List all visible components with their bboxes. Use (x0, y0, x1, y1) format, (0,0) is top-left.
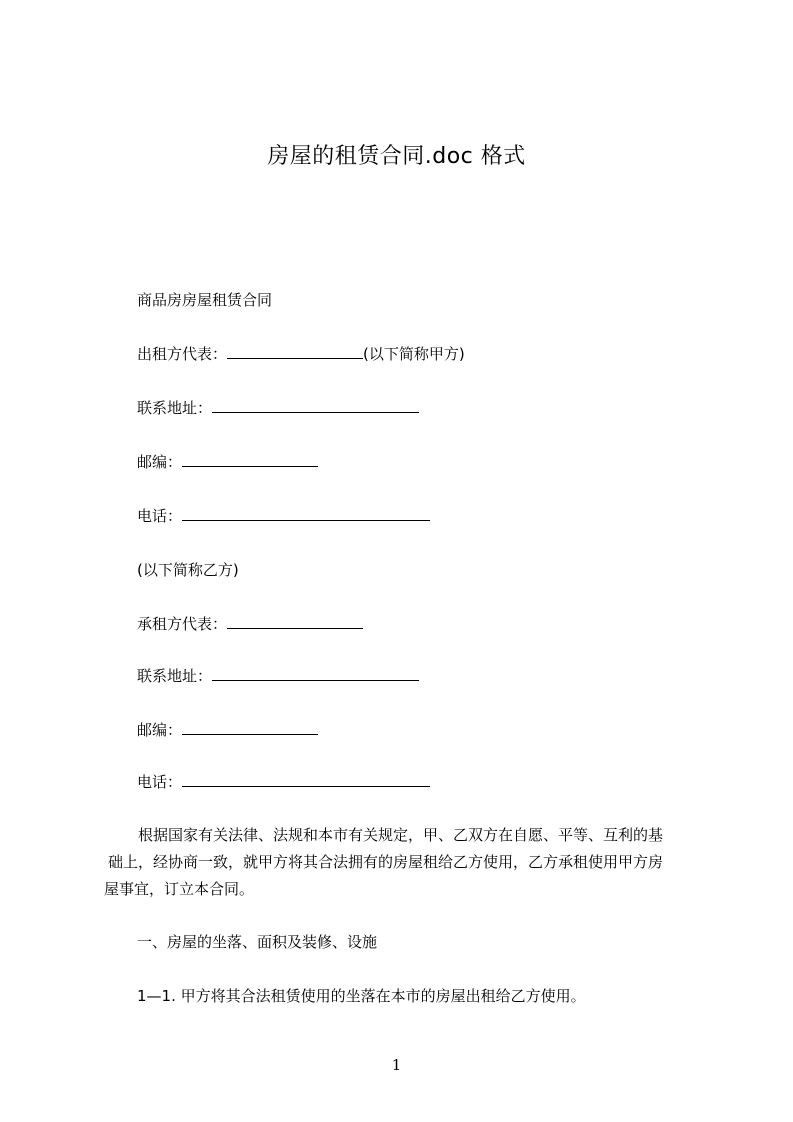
intro-paragraph-line-2: 础上，经协商一致，就甲方将其合法拥有的房屋租给乙方使用，乙方承租使用甲方房 (108, 853, 664, 871)
intro-paragraph (104, 822, 704, 903)
lessor-postcode-label: 邮编： (137, 453, 183, 471)
lessee-postcode-label: 邮编： (137, 721, 183, 739)
lessor-phone-blank (182, 506, 430, 521)
document-title: 房屋的租赁合同.doc 格式 (267, 144, 526, 169)
lessor-address-line (137, 398, 419, 418)
contract-heading: 商品房房屋租赁合同 (137, 291, 273, 309)
lessee-rep-line (137, 614, 363, 634)
lessee-phone-blank (182, 772, 430, 787)
intro-paragraph-line-1: 根据国家有关法律、法规和本市有关规定，甲、乙双方在自愿、平等、互利的基 (138, 826, 664, 844)
lessor-phone-label: 电话： (137, 507, 183, 525)
intro-paragraph-line-3: 屋事宜，订立本合同。 (104, 880, 255, 898)
lessor-rep-label: 出租方代表： (137, 345, 228, 363)
lessee-postcode-blank (182, 720, 318, 735)
lessee-address-label: 联系地址： (137, 667, 213, 685)
lessee-rep-blank (227, 614, 363, 629)
lessee-phone-label: 电话： (137, 773, 183, 791)
lessor-postcode-blank (182, 452, 318, 467)
clause-1-1: 1—1. 甲方将其合法租赁使用的坐落在本市的房屋出租给乙方使用。 (137, 987, 586, 1005)
lessor-rep-line (137, 344, 465, 364)
lessor-phone-line (137, 506, 430, 526)
lessor-postcode-line (137, 452, 318, 472)
lessor-rep-blank (227, 344, 363, 359)
page-number: 1 (391, 1056, 402, 1074)
section-1-heading: 一、房屋的坐落、面积及装修、设施 (137, 933, 378, 951)
lessee-phone-line (137, 772, 430, 792)
lessee-address-blank (212, 666, 419, 681)
lessee-note: (以下简称乙方) (137, 561, 239, 579)
lessor-address-blank (212, 398, 419, 413)
lessee-address-line (137, 666, 419, 686)
lessor-address-label: 联系地址： (137, 399, 213, 417)
lessee-postcode-line (137, 720, 318, 740)
lessor-rep-suffix: (以下简称甲方) (363, 345, 465, 363)
lessee-rep-label: 承租方代表： (137, 615, 228, 633)
